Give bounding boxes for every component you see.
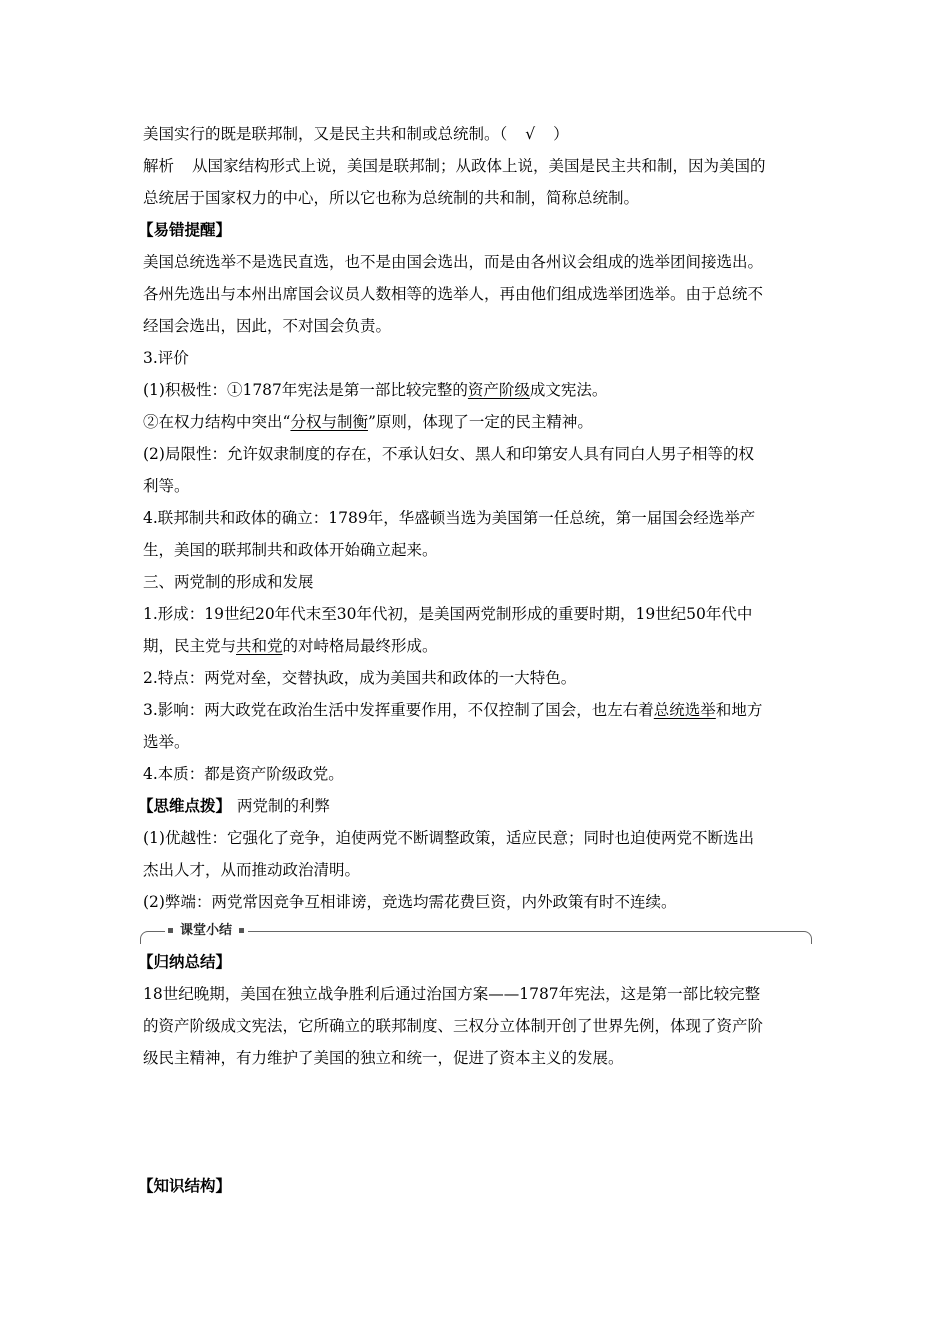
guina-line-1: 18世纪晚期，美国在独立战争胜利后通过治国方案——1787年宪法，这是第一部比较完整	[143, 985, 761, 1003]
yicuo-line-1: 美国总统选举不是选民直选，也不是由国会选出，而是由各州议会组成的选举团间接选出。	[143, 253, 764, 271]
yicuo-line-3: 经国会选出，因此，不对国会负责。	[143, 317, 392, 335]
analysis-label: 解析	[143, 157, 175, 175]
analysis-line-2: 总统居于国家权力的中心，所以它也称为总统制的共和制，简称总统制。	[143, 189, 640, 207]
document-page	[138, 118, 813, 1202]
two-party-item-1-line-1: 1.形成：19世纪20年代末至30年代初，是美国两党制形成的重要时期，19世纪50年代中	[143, 605, 753, 623]
section-3-item-3-line-1: (2)局限性：允许奴隶制度的存在，不承认妇女、黑人和印第安人具有同白人男子相等的权	[143, 445, 754, 463]
heading-siwei-line	[138, 790, 813, 822]
section-3-item-1	[143, 374, 813, 406]
statement-close: ）	[553, 125, 569, 143]
two-party-item-3-end: 和地方	[715, 701, 763, 719]
check-mark: √	[525, 125, 536, 143]
yicuo-line-2: 各州先选出与本州出席国会议员人数相等的选举人，再由他们组成选举团选举。由于总统不	[143, 285, 764, 303]
section-3-item-2	[143, 406, 813, 438]
section-4-line-2: 生，美国的联邦制共和政体开始确立起来。	[143, 541, 438, 559]
class-summary-banner	[140, 920, 812, 946]
heading-yicuo: 【易错提醒】	[138, 220, 232, 239]
section-3-title: 3.评价	[143, 349, 189, 367]
siwei-title: 两党制的利弊	[237, 797, 331, 815]
two-party-item-3-text: 3.影响：两大政党在政治生活中发挥重要作用，不仅控制了国会，也左右着	[143, 701, 654, 719]
two-party-item-3-line-1	[143, 694, 813, 726]
heading-zhishi: 【知识结构】	[138, 1176, 232, 1195]
section-3-item-2-end: ”原则，体现了一定的民主精神。	[367, 413, 593, 431]
statement-line	[143, 118, 813, 150]
guina-line-2: 的资产阶级成文宪法，它所确立的联邦制度、三权分立体制开创了世界先例，体现了资产阶	[143, 1017, 764, 1035]
heading-two-party: 三、两党制的形成和发展	[143, 573, 314, 591]
analysis-line-1	[143, 150, 813, 182]
underlined-term: 共和党	[236, 637, 283, 655]
underlined-term: 分权与制衡	[290, 413, 368, 431]
analysis-text-1: 从国家结构形式上说，美国是联邦制；从政体上说，美国是民主共和制，因为美国的	[192, 157, 766, 175]
section-3-item-2-text: ②在权力结构中突出“	[143, 413, 291, 431]
banner-right-rule	[248, 931, 812, 944]
section-3-item-1-text: (1)积极性：①1787年宪法是第一部比较完整的	[143, 381, 468, 399]
section-3-item-1-end: 成文宪法。	[529, 381, 608, 399]
banner-title: 课堂小结	[180, 923, 233, 938]
siwei-item-2: (2)弊端：两党常因竞争互相诽谤，竞选均需花费巨资，内外政策有时不连续。	[143, 893, 677, 911]
two-party-item-4: 4.本质：都是资产阶级政党。	[143, 765, 344, 783]
banner-square-icon	[239, 928, 244, 933]
two-party-item-1-line-2	[143, 630, 813, 662]
underlined-term: 总统选举	[653, 701, 716, 719]
two-party-item-1-text: 期，民主党与	[143, 637, 237, 655]
section-3-item-3-line-2: 利等。	[143, 477, 190, 495]
banner-left-rule	[140, 931, 165, 944]
banner-square-icon	[168, 928, 173, 933]
section-4-line-1: 4.联邦制共和政体的确立：1789年，华盛顿当选为美国第一任总统，第一届国会经选举产	[143, 509, 756, 527]
siwei-item-1-line-2: 杰出人才，从而推动政治清明。	[143, 861, 361, 879]
underlined-term: 资产阶级	[467, 381, 530, 399]
two-party-item-1-end: 的对峙格局最终形成。	[282, 637, 438, 655]
heading-siwei: 【思维点拨】	[138, 796, 232, 815]
heading-guina: 【归纳总结】	[138, 952, 232, 971]
statement-text: 美国实行的既是联邦制，又是民主共和制或总统制。（	[143, 125, 508, 143]
two-party-item-2: 2.特点：两党对垒，交替执政，成为美国共和政体的一大特色。	[143, 669, 577, 687]
siwei-item-1-line-1: (1)优越性：它强化了竞争，迫使两党不断调整政策，适应民意；同时也迫使两党不断选出	[143, 829, 754, 847]
two-party-item-3-line-2: 选举。	[143, 733, 190, 751]
guina-line-3: 级民主精神，有力维护了美国的独立和统一，促进了资本主义的发展。	[143, 1049, 624, 1067]
